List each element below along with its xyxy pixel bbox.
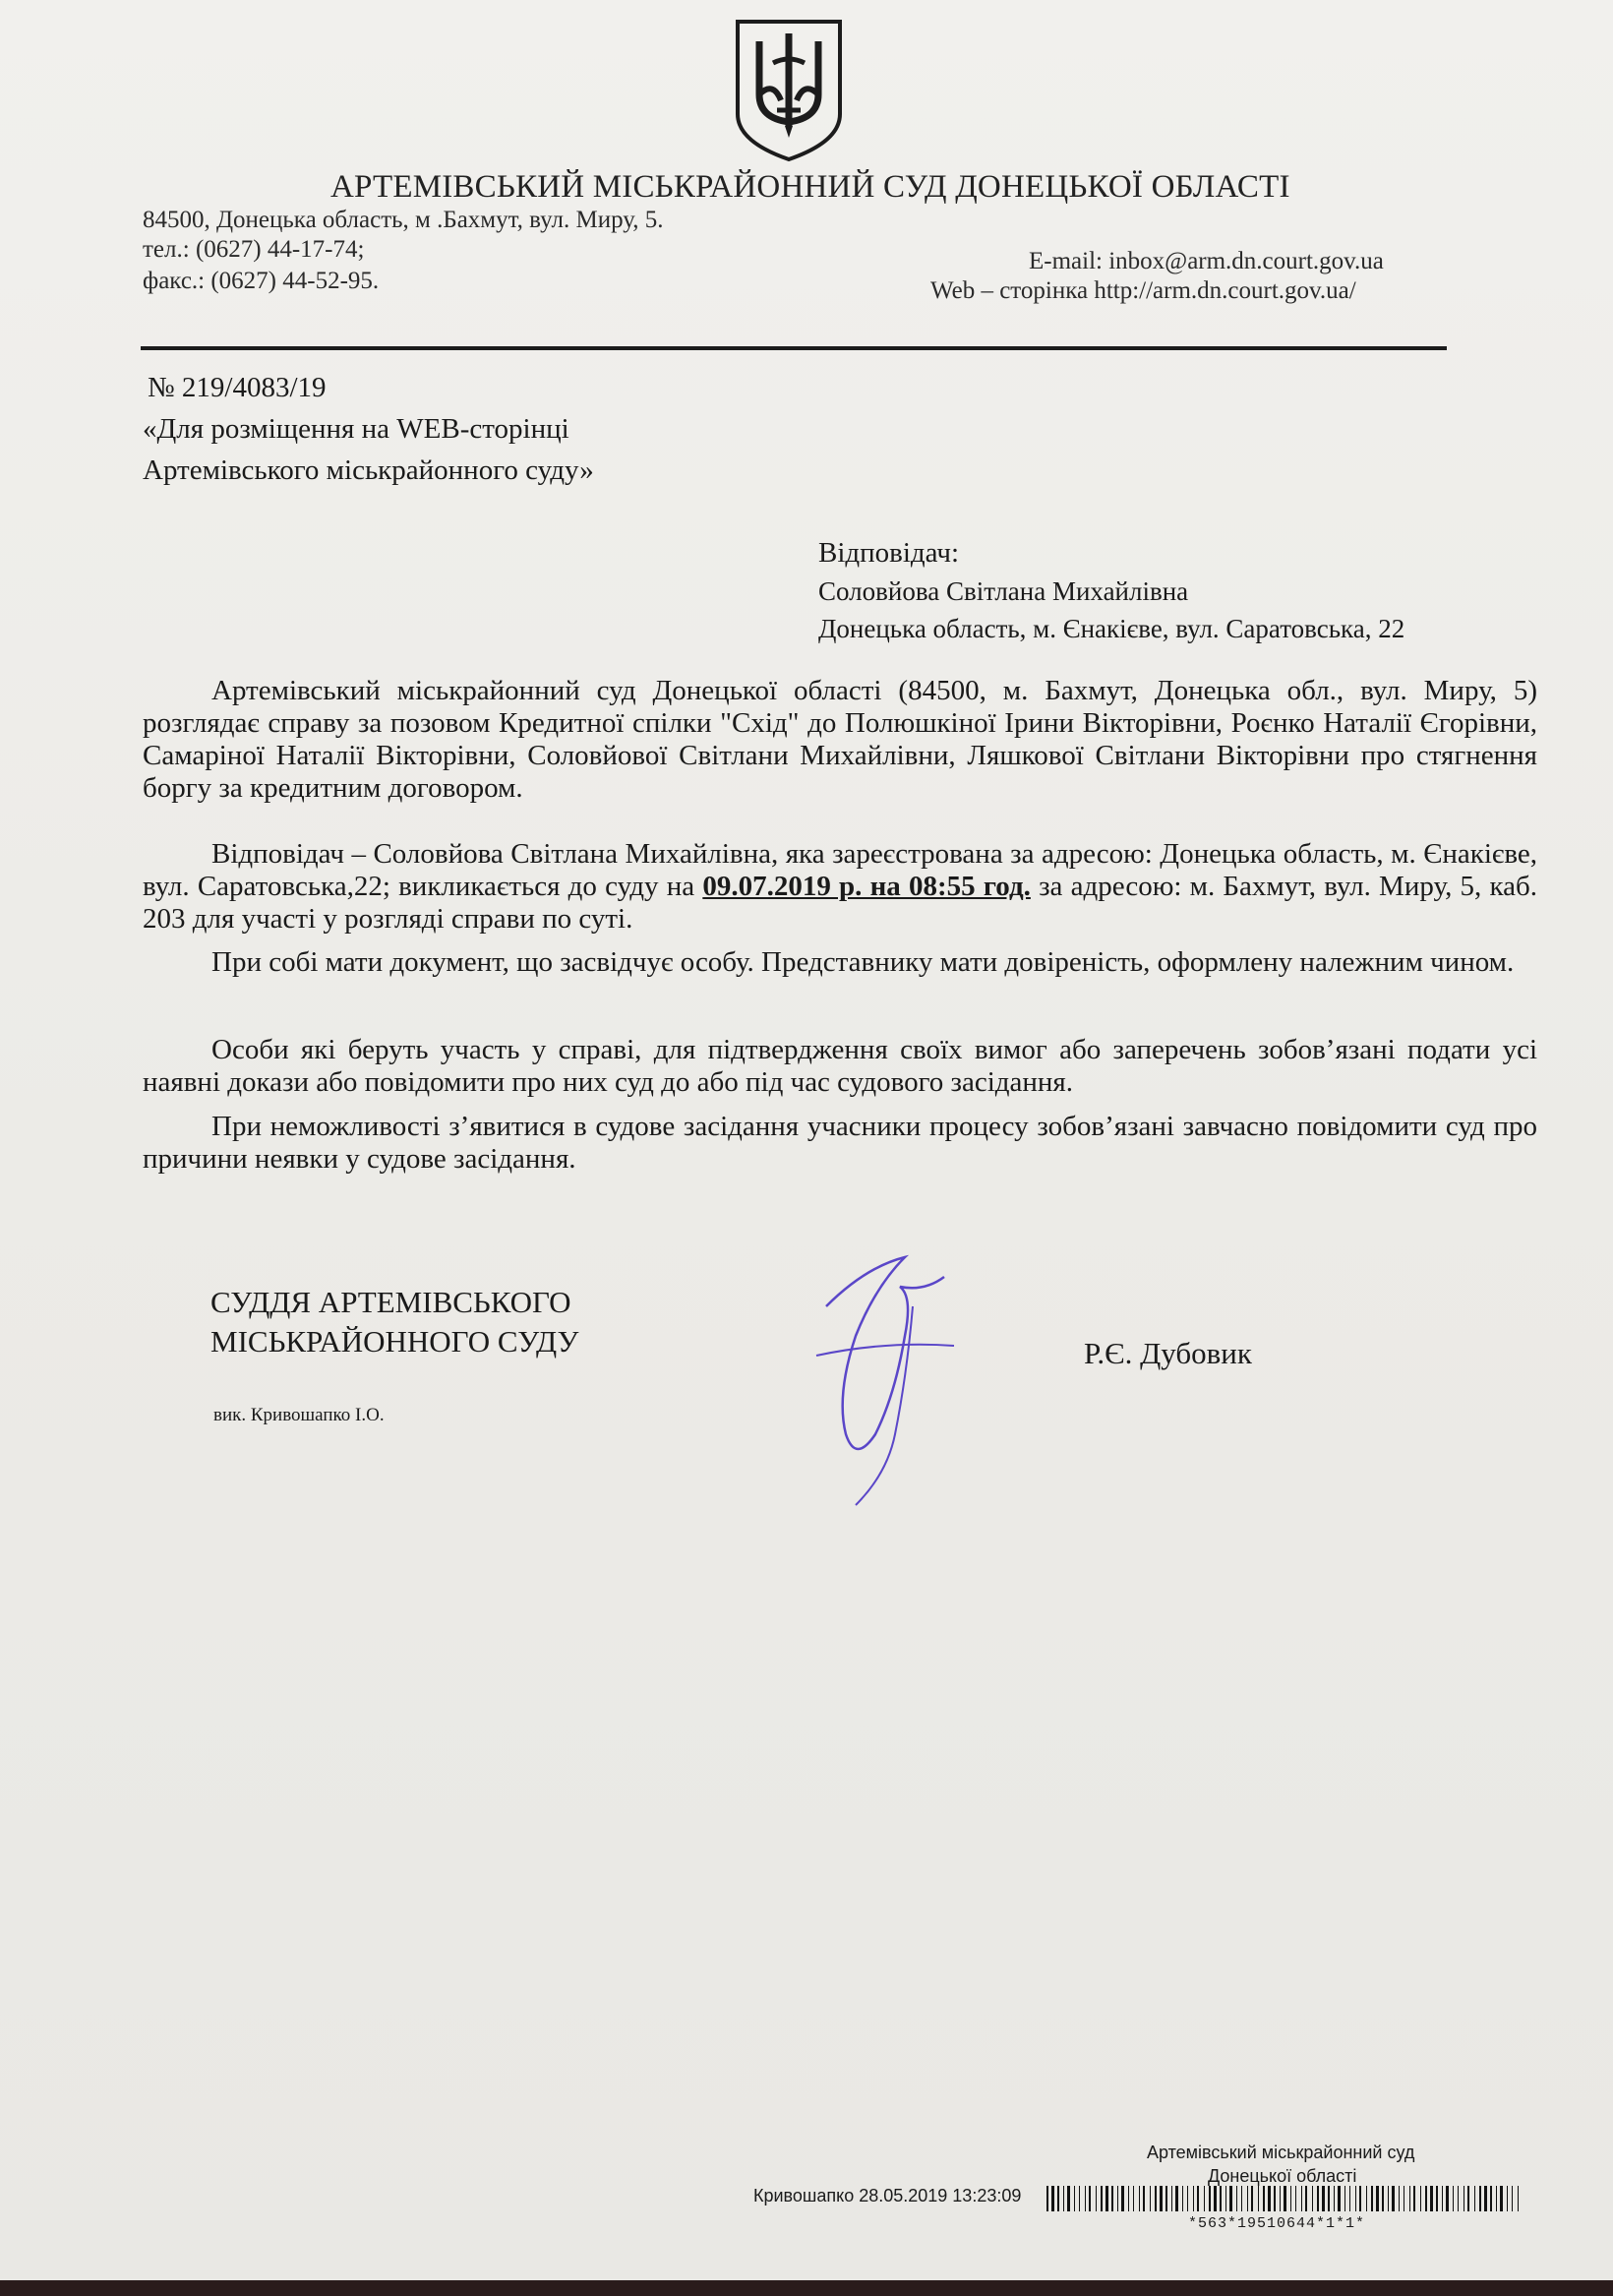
handwritten-signature (797, 1247, 964, 1513)
body-paragraph-identity-documents: При собі мати документ, що засвідчує особу. Представнику мати довіреність, оформлену належним чином. (211, 946, 1515, 978)
body-paragraph-evidence: Особи які беруть участь у справі, для підтвердження своїх вимог або заперечень зобов’язані подати усі наявні докази або повідомити про них суд до або під час судового засідання. (143, 1034, 1537, 1098)
respondent-address: Донецька область, м. Єнакієве, вул. Саратовська, 22 (818, 614, 1405, 643)
judge-name: Р.Є. Дубовик (1084, 1336, 1252, 1370)
court-address: 84500, Донецька область, м .Бахмут, вул. Миру, 5. (143, 207, 664, 233)
coat-of-arms-emblem (730, 16, 848, 163)
hearing-date-time: 09.07.2019 р. на 08:55 год. (702, 871, 1031, 902)
web-placement-note-line-1: «Для розміщення на WEB-сторінці (143, 413, 569, 445)
web-placement-note-line-2: Артемівського міськрайонного суду» (143, 454, 594, 486)
scan-bottom-edge (0, 2280, 1613, 2296)
header-divider (141, 346, 1447, 350)
document-barcode (1046, 2186, 1523, 2211)
executor-note: вик. Кривошапко І.О. (213, 1405, 385, 1425)
body-paragraph-case-description: Артемівський міськрайонний суд Донецької області (84500, м. Бахмут, Донецька обл., вул. Миру, 5) розглядає справу за позовом Кредитної спілки "Схід" до Полюшкіної Ірини Вікторівни, Роєнко Наталії Єгорівни, Самаріної Наталії Вікторівни, Соловйової Світлани Михайлівни, Ляшкової Світлани Вікторівни про стягнення боргу за кредитним договором. (143, 675, 1537, 804)
respondent-label: Відповідач: (818, 537, 960, 569)
summons-text-after: за адресою: м. Бахмут, вул. Миру, 5, каб. 203 для участі у розгляді справи по суті. (143, 871, 1537, 935)
court-phone: тел.: (0627) 44-17-74; (143, 236, 365, 263)
court-name-heading: АРТЕМІВСЬКИЙ МІСЬКРАЙОННИЙ СУД ДОНЕЦЬКОЇ ОБЛАСТІ (330, 169, 1290, 205)
court-email: E-mail: inbox@arm.dn.court.gov.ua (1029, 248, 1384, 274)
judge-title-line-2: МІСЬКРАЙОННОГО СУДУ (210, 1324, 579, 1359)
respondent-name: Соловйова Світлана Михайлівна (818, 576, 1189, 606)
body-paragraph-summons (143, 838, 1537, 936)
stamp-court-line-1: Артемівський міськрайонний суд (1147, 2143, 1415, 2162)
body-paragraph-absence-notice: При неможливості з’явитися в судове засідання учасники процесу зобов’язані завчасно повідомити суд про причини неявки у судове засідання. (143, 1111, 1537, 1175)
stamp-court-line-2: Донецької області (1208, 2166, 1357, 2186)
summons-text-before: Відповідач – Соловйова Світлана Михайлівна, яка зареєстрована за адресою: Донецька область, м. Єнакієве, вул. Саратовська,22; викликається до суду на (143, 838, 1537, 902)
case-number: № 219/4083/19 (148, 372, 327, 403)
court-website: Web – сторінка http://arm.dn.court.gov.ua/ (930, 277, 1356, 304)
court-fax: факс.: (0627) 44-52-95. (143, 268, 380, 294)
stamp-author-timestamp: Кривошапко 28.05.2019 13:23:09 (753, 2186, 1022, 2205)
barcode-text: *563*19510644*1*1* (1188, 2215, 1366, 2232)
judge-title-line-1: СУДДЯ АРТЕМІВСЬКОГО (210, 1285, 571, 1319)
